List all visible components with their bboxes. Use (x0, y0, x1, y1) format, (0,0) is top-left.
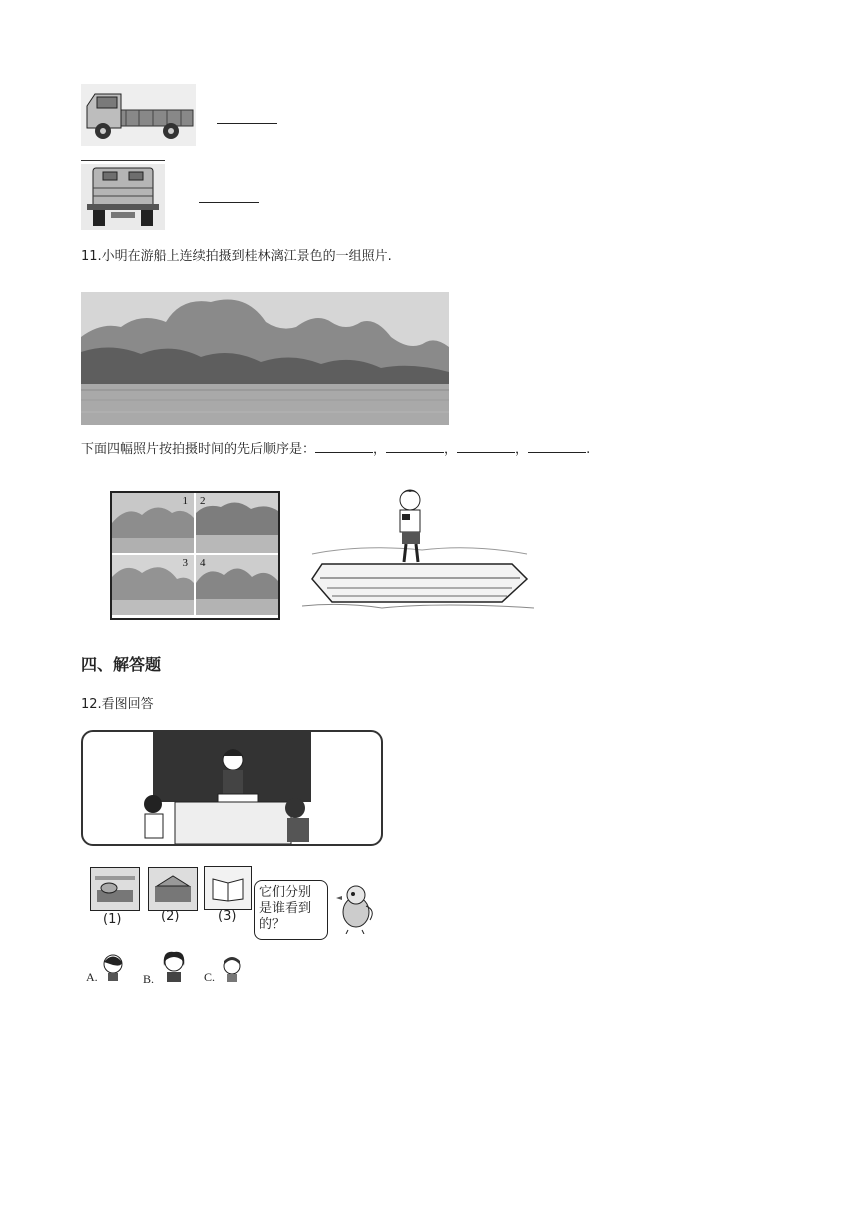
photo-grid (110, 491, 280, 620)
truck-back-image (81, 164, 165, 230)
picture-2-label: (2) (161, 909, 180, 924)
order-blank-2[interactable] (386, 440, 444, 453)
picture-2 (148, 867, 198, 911)
separator: ， (515, 442, 529, 457)
truck-side-image (81, 84, 196, 146)
order-blank-3[interactable] (457, 440, 515, 453)
separator: ， (444, 442, 458, 457)
order-blank-4[interactable] (528, 440, 586, 453)
truck-back-icon (81, 164, 165, 230)
photo-label: 1 (182, 495, 188, 507)
photo-2 (196, 493, 278, 553)
question-11-answer-line (81, 440, 590, 459)
truck-back-answer-blank[interactable] (199, 190, 259, 203)
period: . (586, 442, 591, 457)
order-blank-1[interactable] (315, 440, 373, 453)
bird-icon (332, 882, 377, 934)
picture-3 (204, 866, 252, 910)
option-b-person[interactable] (160, 950, 188, 982)
lijiang-landscape-photo (81, 292, 449, 425)
option-a-label: A. (86, 970, 98, 984)
section-4-heading: 四、解答题 (81, 655, 162, 674)
boy-on-boat-illustration (302, 484, 534, 614)
option-a-person[interactable] (100, 953, 126, 981)
divider (81, 160, 165, 161)
bubble-line-3: 的？ (259, 917, 286, 932)
picture-3-label: (3) (218, 909, 237, 924)
speech-bubble (254, 880, 328, 940)
bubble-line-2: 是谁看到 (259, 901, 312, 916)
photo-1 (112, 493, 194, 553)
truck-side-icon (81, 84, 196, 146)
photo-4 (196, 555, 278, 615)
question-11-title: 11.小明在游船上连续拍摄到桂林漓江景色的一组照片. (81, 249, 392, 264)
question-12-title: 12.看图回答 (81, 697, 154, 712)
bubble-line-1: 它们分别 (259, 885, 312, 900)
option-b-label: B. (143, 972, 155, 986)
option-c-label: C. (204, 970, 216, 984)
truck-side-answer-blank[interactable] (217, 111, 277, 124)
picture-1 (90, 867, 140, 911)
classroom-scene (81, 730, 383, 846)
photo-3 (112, 555, 194, 615)
separator: ， (373, 442, 387, 457)
option-c-person[interactable] (220, 955, 244, 983)
photo-label: 3 (182, 557, 188, 569)
answer-prompt: 下面四幅照片按拍摄时间的先后顺序是： (81, 442, 316, 457)
picture-1-label: (1) (103, 912, 122, 927)
photo-label: 4 (200, 557, 206, 569)
photo-label: 2 (200, 495, 206, 507)
